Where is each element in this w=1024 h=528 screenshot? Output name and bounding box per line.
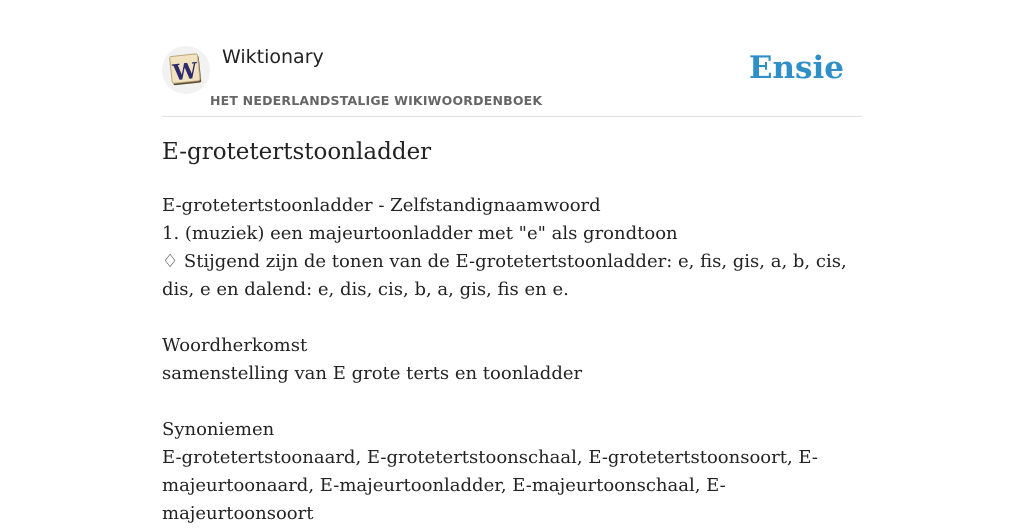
entry-definition: 1. (muziek) een majeurtoonladder met "e" als grondtoon [162,223,678,244]
wiktionary-w-tile-icon [168,52,204,88]
site-name[interactable]: Wiktionary [222,46,324,68]
etymology-text: samenstelling van E grote terts en toonladder [162,363,583,384]
wiktionary-logo-icon[interactable] [162,46,210,94]
page-title: E-grotetertstoonladder [162,139,432,165]
section-gap [162,304,862,332]
site-header [162,44,862,117]
ensie-brand-logo[interactable]: Ensie [748,50,844,86]
section-gap [162,388,862,416]
svg-text:W: W [171,57,199,87]
synonyms-text: E-grotetertstoonaard, E-grotetertstoonschaal, E-grotetertstoonsoort, E-majeurtoonaard, E-majeurtoonladder, E-majeurtoonschaal, E-majeurtoonsoort [162,447,818,524]
etymology-label: Woordherkomst [162,335,308,356]
entry-content [162,192,862,528]
entry-heading: E-grotetertstoonladder - Zelfstandignaamwoord [162,195,601,216]
entry-example: ♢ Stijgend zijn de tonen van de E-grotetertstoonladder: e, fis, gis, a, b, cis, dis, e en dalend: e, dis, cis, b, a, gis, fis en e. [162,251,847,300]
synonyms-label: Synoniemen [162,419,275,440]
site-tagline: HET NEDERLANDSTALIGE WIKIWOORDENBOEK [210,93,543,108]
